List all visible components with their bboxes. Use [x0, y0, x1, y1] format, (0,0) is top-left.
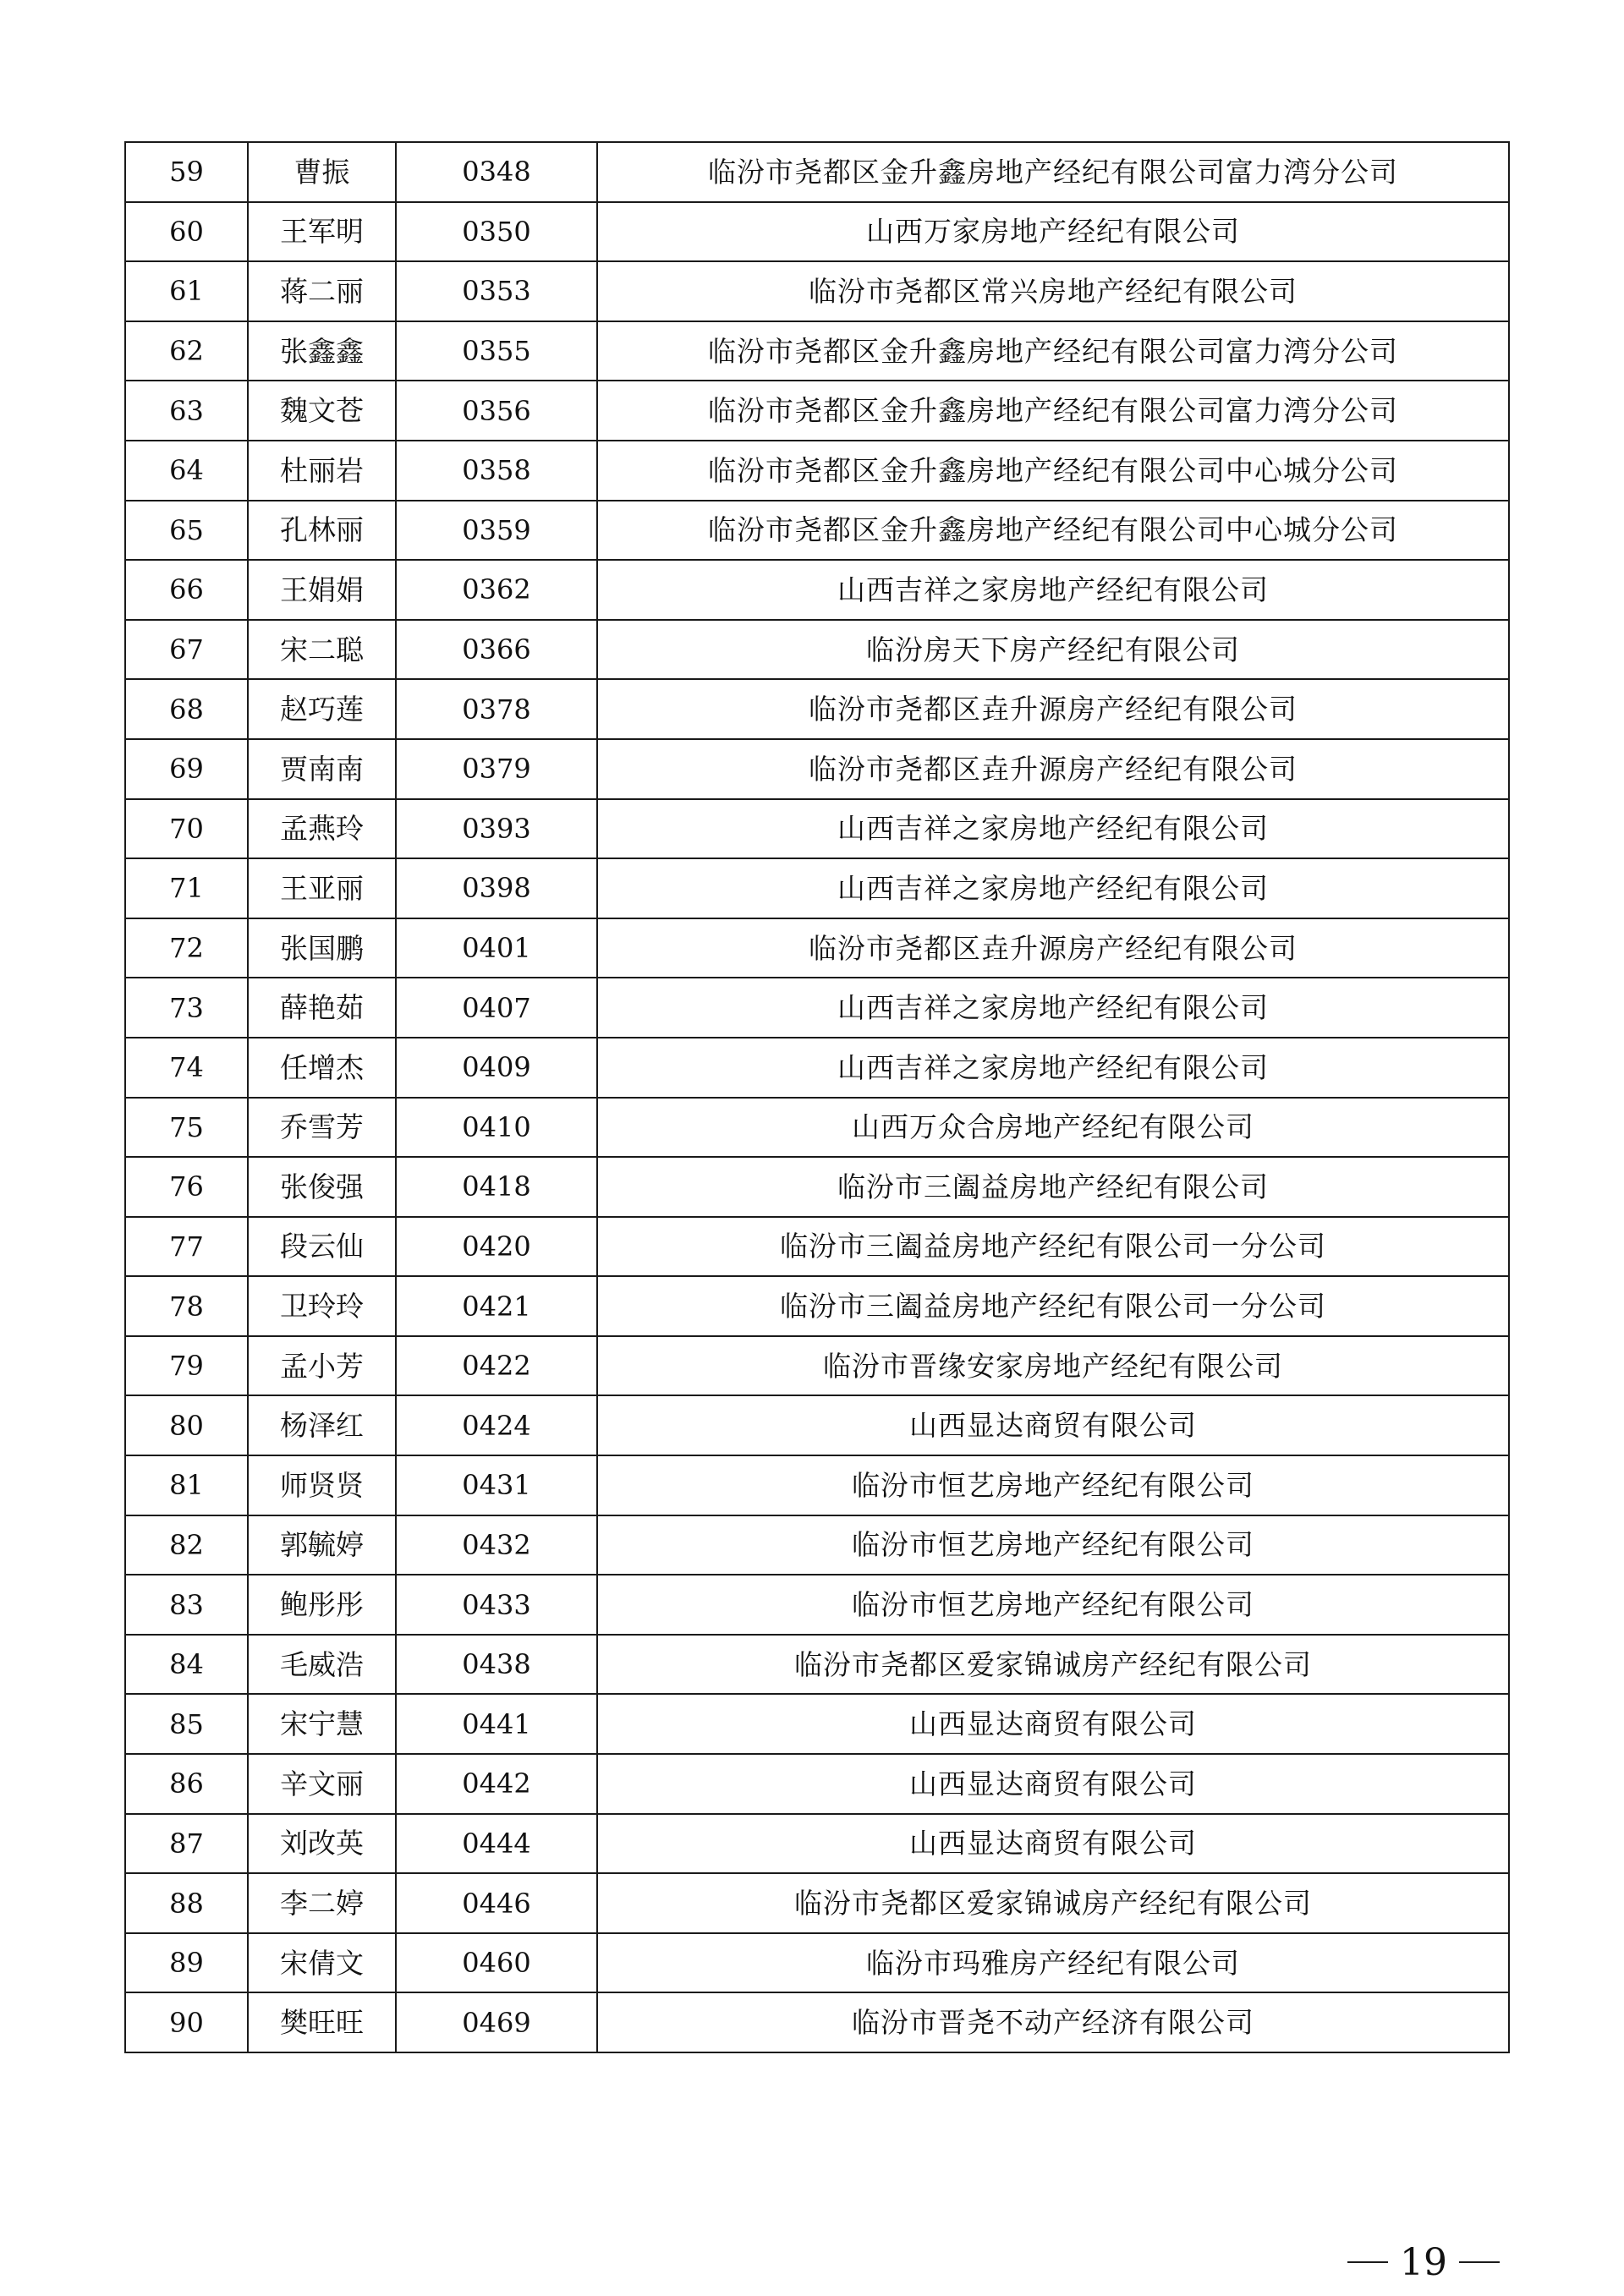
- company-name-cell: 临汾市尧都区金升鑫房地产经纪有限公司中心城分公司: [597, 441, 1509, 501]
- agent-code-cell: 0433: [396, 1575, 597, 1635]
- page-number: [1335, 2241, 1512, 2283]
- agent-name-cell: 李二婷: [248, 1873, 396, 1933]
- agent-name-cell: 师贤贤: [248, 1455, 396, 1515]
- agent-name-cell: 杜丽岩: [248, 441, 396, 501]
- row-number-cell: 82: [125, 1515, 248, 1575]
- agent-code-cell: 0401: [396, 918, 597, 978]
- agent-code-cell: 0350: [396, 202, 597, 262]
- agent-code-cell: 0348: [396, 142, 597, 202]
- company-name-cell: 临汾市尧都区金升鑫房地产经纪有限公司富力湾分公司: [597, 142, 1509, 202]
- agent-code-cell: 0410: [396, 1098, 597, 1158]
- table-row: [125, 679, 1509, 739]
- agent-code-cell: 0446: [396, 1873, 597, 1933]
- agent-code-cell: 0378: [396, 679, 597, 739]
- row-number-cell: 75: [125, 1098, 248, 1158]
- table-row: [125, 858, 1509, 918]
- agent-name-cell: 宋倩文: [248, 1933, 396, 1993]
- agent-code-cell: 0469: [396, 1992, 597, 2052]
- agent-code-cell: 0362: [396, 560, 597, 620]
- agent-code-cell: 0353: [396, 261, 597, 321]
- table-row: [125, 560, 1509, 620]
- agent-code-cell: 0460: [396, 1933, 597, 1993]
- row-number-cell: 86: [125, 1754, 248, 1814]
- row-number-cell: 60: [125, 202, 248, 262]
- agent-code-cell: 0420: [396, 1217, 597, 1277]
- page-number-value: 19: [1400, 2240, 1447, 2284]
- page-number-dash-right: [1459, 2261, 1500, 2263]
- company-name-cell: 临汾市尧都区金升鑫房地产经纪有限公司中心城分公司: [597, 501, 1509, 561]
- agent-code-cell: 0356: [396, 381, 597, 441]
- row-number-cell: 89: [125, 1933, 248, 1993]
- table-row: [125, 1276, 1509, 1336]
- company-name-cell: 山西吉祥之家房地产经纪有限公司: [597, 1038, 1509, 1098]
- table-row: [125, 978, 1509, 1038]
- agent-list-table: [124, 141, 1510, 2053]
- agent-code-cell: 0407: [396, 978, 597, 1038]
- row-number-cell: 63: [125, 381, 248, 441]
- row-number-cell: 83: [125, 1575, 248, 1635]
- row-number-cell: 61: [125, 261, 248, 321]
- table-row: [125, 261, 1509, 321]
- agent-code-cell: 0422: [396, 1336, 597, 1396]
- row-number-cell: 72: [125, 918, 248, 978]
- agent-name-cell: 卫玲玲: [248, 1276, 396, 1336]
- table-row: [125, 321, 1509, 381]
- company-name-cell: 山西吉祥之家房地产经纪有限公司: [597, 799, 1509, 859]
- company-name-cell: 临汾市三阖益房地产经纪有限公司一分公司: [597, 1217, 1509, 1277]
- company-name-cell: 临汾市尧都区常兴房地产经纪有限公司: [597, 261, 1509, 321]
- company-name-cell: 临汾市晋尧不动产经济有限公司: [597, 1992, 1509, 2052]
- agent-name-cell: 段云仙: [248, 1217, 396, 1277]
- table-row: [125, 918, 1509, 978]
- agent-code-cell: 0442: [396, 1754, 597, 1814]
- agent-code-cell: 0393: [396, 799, 597, 859]
- row-number-cell: 67: [125, 620, 248, 680]
- agent-name-cell: 王亚丽: [248, 858, 396, 918]
- row-number-cell: 85: [125, 1694, 248, 1754]
- agent-name-cell: 乔雪芳: [248, 1098, 396, 1158]
- agent-name-cell: 赵巧莲: [248, 679, 396, 739]
- agent-name-cell: 孟小芳: [248, 1336, 396, 1396]
- company-name-cell: 山西吉祥之家房地产经纪有限公司: [597, 858, 1509, 918]
- agent-code-cell: 0432: [396, 1515, 597, 1575]
- agent-code-cell: 0421: [396, 1276, 597, 1336]
- company-name-cell: 山西显达商贸有限公司: [597, 1694, 1509, 1754]
- row-number-cell: 80: [125, 1395, 248, 1455]
- agent-code-cell: 0366: [396, 620, 597, 680]
- company-name-cell: 临汾市玛雅房产经纪有限公司: [597, 1933, 1509, 1993]
- row-number-cell: 74: [125, 1038, 248, 1098]
- agent-name-cell: 毛威浩: [248, 1635, 396, 1695]
- agent-name-cell: 宋宁慧: [248, 1694, 396, 1754]
- table-row: [125, 441, 1509, 501]
- table-row: [125, 1455, 1509, 1515]
- agent-name-cell: 蒋二丽: [248, 261, 396, 321]
- company-name-cell: 临汾市三阖益房地产经纪有限公司一分公司: [597, 1276, 1509, 1336]
- row-number-cell: 66: [125, 560, 248, 620]
- company-name-cell: 临汾市尧都区金升鑫房地产经纪有限公司富力湾分公司: [597, 321, 1509, 381]
- agent-name-cell: 魏文苍: [248, 381, 396, 441]
- row-number-cell: 64: [125, 441, 248, 501]
- agent-code-cell: 0444: [396, 1814, 597, 1874]
- table-row: [125, 799, 1509, 859]
- company-name-cell: 临汾市尧都区垚升源房产经纪有限公司: [597, 739, 1509, 799]
- agent-code-cell: 0441: [396, 1694, 597, 1754]
- agent-name-cell: 薛艳茹: [248, 978, 396, 1038]
- company-name-cell: 山西万家房地产经纪有限公司: [597, 202, 1509, 262]
- agent-name-cell: 郭毓婷: [248, 1515, 396, 1575]
- table-row: [125, 1336, 1509, 1396]
- row-number-cell: 78: [125, 1276, 248, 1336]
- table-row: [125, 381, 1509, 441]
- row-number-cell: 65: [125, 501, 248, 561]
- row-number-cell: 77: [125, 1217, 248, 1277]
- row-number-cell: 71: [125, 858, 248, 918]
- table-row: [125, 1395, 1509, 1455]
- table-row: [125, 1814, 1509, 1874]
- agent-code-cell: 0398: [396, 858, 597, 918]
- agent-name-cell: 刘改英: [248, 1814, 396, 1874]
- agent-name-cell: 任增杰: [248, 1038, 396, 1098]
- agent-code-cell: 0431: [396, 1455, 597, 1515]
- row-number-cell: 69: [125, 739, 248, 799]
- table-row: [125, 1933, 1509, 1993]
- agent-name-cell: 樊旺旺: [248, 1992, 396, 2052]
- company-name-cell: 山西吉祥之家房地产经纪有限公司: [597, 978, 1509, 1038]
- agent-code-cell: 0355: [396, 321, 597, 381]
- table-row: [125, 1038, 1509, 1098]
- company-name-cell: 临汾市晋缘安家房地产经纪有限公司: [597, 1336, 1509, 1396]
- company-name-cell: 临汾市尧都区垚升源房产经纪有限公司: [597, 918, 1509, 978]
- agent-code-cell: 0438: [396, 1635, 597, 1695]
- row-number-cell: 84: [125, 1635, 248, 1695]
- table-row: [125, 620, 1509, 680]
- company-name-cell: 临汾市尧都区垚升源房产经纪有限公司: [597, 679, 1509, 739]
- row-number-cell: 73: [125, 978, 248, 1038]
- company-name-cell: 临汾市恒艺房地产经纪有限公司: [597, 1515, 1509, 1575]
- table-row: [125, 1873, 1509, 1933]
- agent-name-cell: 辛文丽: [248, 1754, 396, 1814]
- table-row: [125, 1992, 1509, 2052]
- agent-name-cell: 曹振: [248, 142, 396, 202]
- agent-code-cell: 0424: [396, 1395, 597, 1455]
- company-name-cell: 山西吉祥之家房地产经纪有限公司: [597, 560, 1509, 620]
- agent-name-cell: 张国鹏: [248, 918, 396, 978]
- agent-name-cell: 贾南南: [248, 739, 396, 799]
- company-name-cell: 山西显达商贸有限公司: [597, 1814, 1509, 1874]
- agent-name-cell: 张俊强: [248, 1157, 396, 1217]
- table-row: [125, 1635, 1509, 1695]
- company-name-cell: 临汾市恒艺房地产经纪有限公司: [597, 1455, 1509, 1515]
- agent-code-cell: 0358: [396, 441, 597, 501]
- table-row: [125, 739, 1509, 799]
- company-name-cell: 临汾市尧都区金升鑫房地产经纪有限公司富力湾分公司: [597, 381, 1509, 441]
- table-row: [125, 1754, 1509, 1814]
- table-row: [125, 142, 1509, 202]
- row-number-cell: 88: [125, 1873, 248, 1933]
- agent-name-cell: 张鑫鑫: [248, 321, 396, 381]
- row-number-cell: 70: [125, 799, 248, 859]
- table-row: [125, 202, 1509, 262]
- company-name-cell: 山西显达商贸有限公司: [597, 1754, 1509, 1814]
- table-row: [125, 1217, 1509, 1277]
- row-number-cell: 62: [125, 321, 248, 381]
- page-number-dash-left: [1347, 2261, 1388, 2263]
- agent-code-cell: 0409: [396, 1038, 597, 1098]
- company-name-cell: 临汾市尧都区爱家锦诚房产经纪有限公司: [597, 1635, 1509, 1695]
- agent-name-cell: 王娟娟: [248, 560, 396, 620]
- table-row: [125, 1157, 1509, 1217]
- agent-name-cell: 孟燕玲: [248, 799, 396, 859]
- company-name-cell: 山西显达商贸有限公司: [597, 1395, 1509, 1455]
- table-row: [125, 1694, 1509, 1754]
- row-number-cell: 79: [125, 1336, 248, 1396]
- table-row: [125, 1575, 1509, 1635]
- company-name-cell: 临汾市三阖益房地产经纪有限公司: [597, 1157, 1509, 1217]
- agent-code-cell: 0359: [396, 501, 597, 561]
- company-name-cell: 临汾市尧都区爱家锦诚房产经纪有限公司: [597, 1873, 1509, 1933]
- agent-name-cell: 杨泽红: [248, 1395, 396, 1455]
- agent-name-cell: 孔林丽: [248, 501, 396, 561]
- table-body: [125, 142, 1509, 2052]
- row-number-cell: 87: [125, 1814, 248, 1874]
- agent-code-cell: 0418: [396, 1157, 597, 1217]
- agent-name-cell: 王军明: [248, 202, 396, 262]
- row-number-cell: 81: [125, 1455, 248, 1515]
- row-number-cell: 59: [125, 142, 248, 202]
- row-number-cell: 68: [125, 679, 248, 739]
- agent-code-cell: 0379: [396, 739, 597, 799]
- row-number-cell: 76: [125, 1157, 248, 1217]
- table-row: [125, 1515, 1509, 1575]
- table-row: [125, 1098, 1509, 1158]
- company-name-cell: 临汾房天下房产经纪有限公司: [597, 620, 1509, 680]
- company-name-cell: 山西万众合房地产经纪有限公司: [597, 1098, 1509, 1158]
- agent-name-cell: 鲍彤彤: [248, 1575, 396, 1635]
- row-number-cell: 90: [125, 1992, 248, 2052]
- company-name-cell: 临汾市恒艺房地产经纪有限公司: [597, 1575, 1509, 1635]
- table-row: [125, 501, 1509, 561]
- agent-name-cell: 宋二聪: [248, 620, 396, 680]
